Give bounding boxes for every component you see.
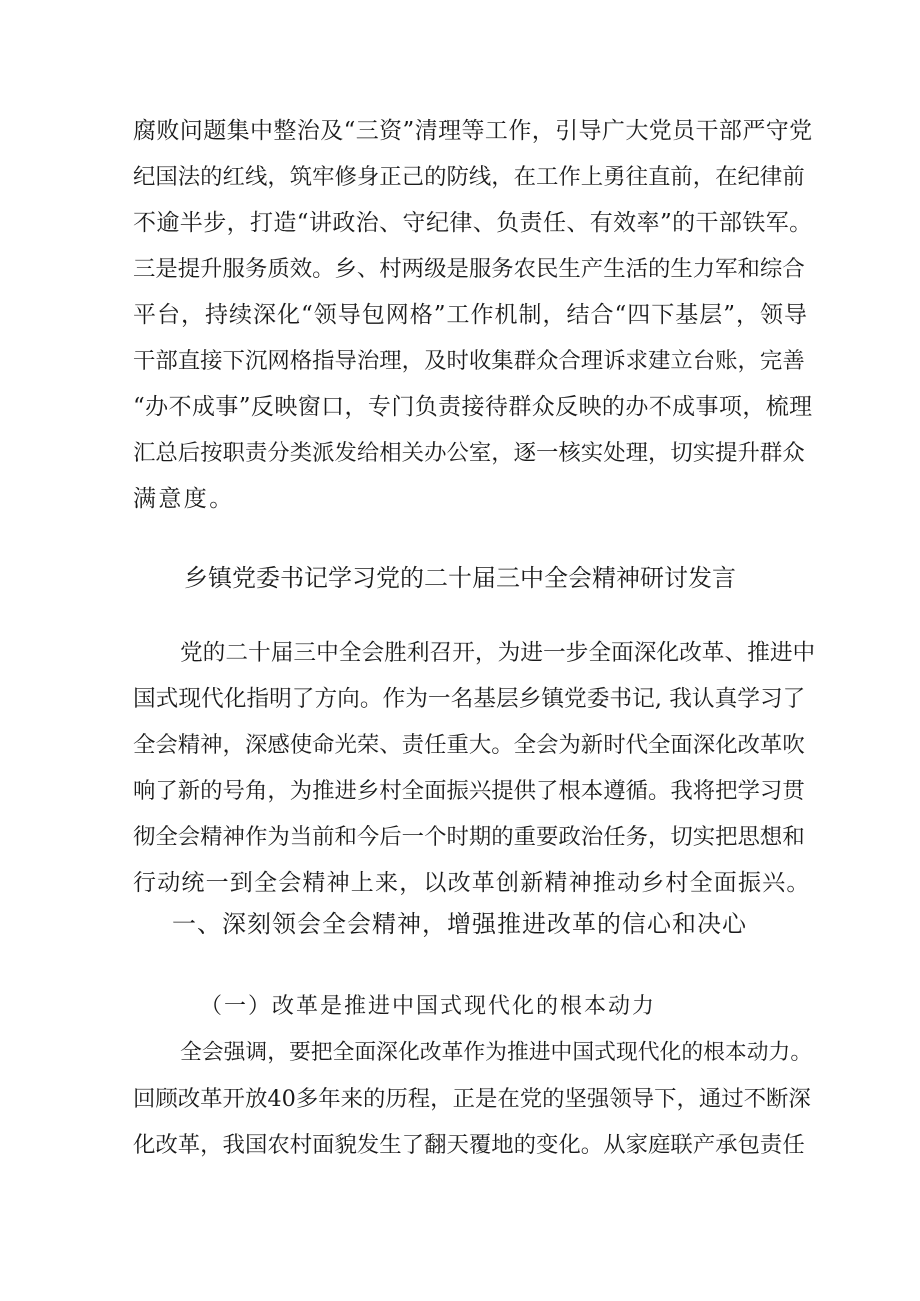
- body-text-line: 满意度。: [133, 486, 235, 512]
- body-text-line: 不逾半步，打造“讲政治、守纪律、负责任、有效率”的干部铁军。: [133, 210, 813, 236]
- body-text-line: 全会精神，深感使命光荣、责任重大。全会为新时代全面深化改革吹: [133, 732, 805, 758]
- body-text-line: 三是提升服务质效。乡、村两级是服务农民生产生活的生力军和综合: [133, 256, 805, 282]
- body-text-line: 回顾改革开放40多年来的历程，正是在党的坚强领导下，通过不断深: [133, 1086, 811, 1112]
- body-text-line: 全会强调，要把全面深化改革作为推进中国式现代化的根本动力。: [180, 1040, 813, 1065]
- body-text-line: 国式现代化指明了方向。作为一名基层乡镇党委书记, 我认真学习了: [133, 686, 806, 712]
- body-text-line: 化改革，我国农村面貌发生了翻天覆地的变化。从家庭联产承包责任: [133, 1132, 805, 1158]
- subsection-heading: （一）改革是推进中国式现代化的根本动力: [200, 994, 657, 1019]
- body-text-line: 行动统一到全会精神上来，以改革创新精神推动乡村全面振兴。: [133, 870, 811, 896]
- body-text-line: 汇总后按职责分类派发给相关办公室，逐一核实处理，切实提升群众: [133, 440, 805, 466]
- body-text-line: 平台，持续深化“领导包网格”工作机制，结合“四下基层”，领导: [133, 302, 809, 328]
- body-text-line: 彻全会精神作为当前和今后一个时期的重要政治任务，切实把思想和: [133, 824, 805, 850]
- article-title: 乡镇党委书记学习党的二十届三中全会精神研讨发言: [184, 564, 736, 592]
- body-text-line: 响了新的号角，为推进乡村全面振兴提供了根本遵循。我将把学习贯: [133, 778, 805, 804]
- body-text-line: “办不成事”反映窗口，专门负责接待群众反映的办不成事项，梳理: [133, 394, 813, 420]
- body-text-line: 党的二十届三中全会胜利召开，为进一步全面深化改革、推进中: [180, 640, 816, 666]
- section-heading: 一、深刻领会全会精神，增强推进改革的信心和决心: [172, 910, 747, 938]
- body-text-line: 腐败问题集中整治及“三资”清理等工作，引导广大党员干部严守党: [133, 118, 813, 144]
- body-text-line: 纪国法的红线，筑牢修身正己的防线，在工作上勇往直前，在纪律前: [133, 164, 805, 190]
- body-text-line: 干部直接下沉网格指导治理，及时收集群众合理诉求建立台账，完善: [133, 348, 805, 374]
